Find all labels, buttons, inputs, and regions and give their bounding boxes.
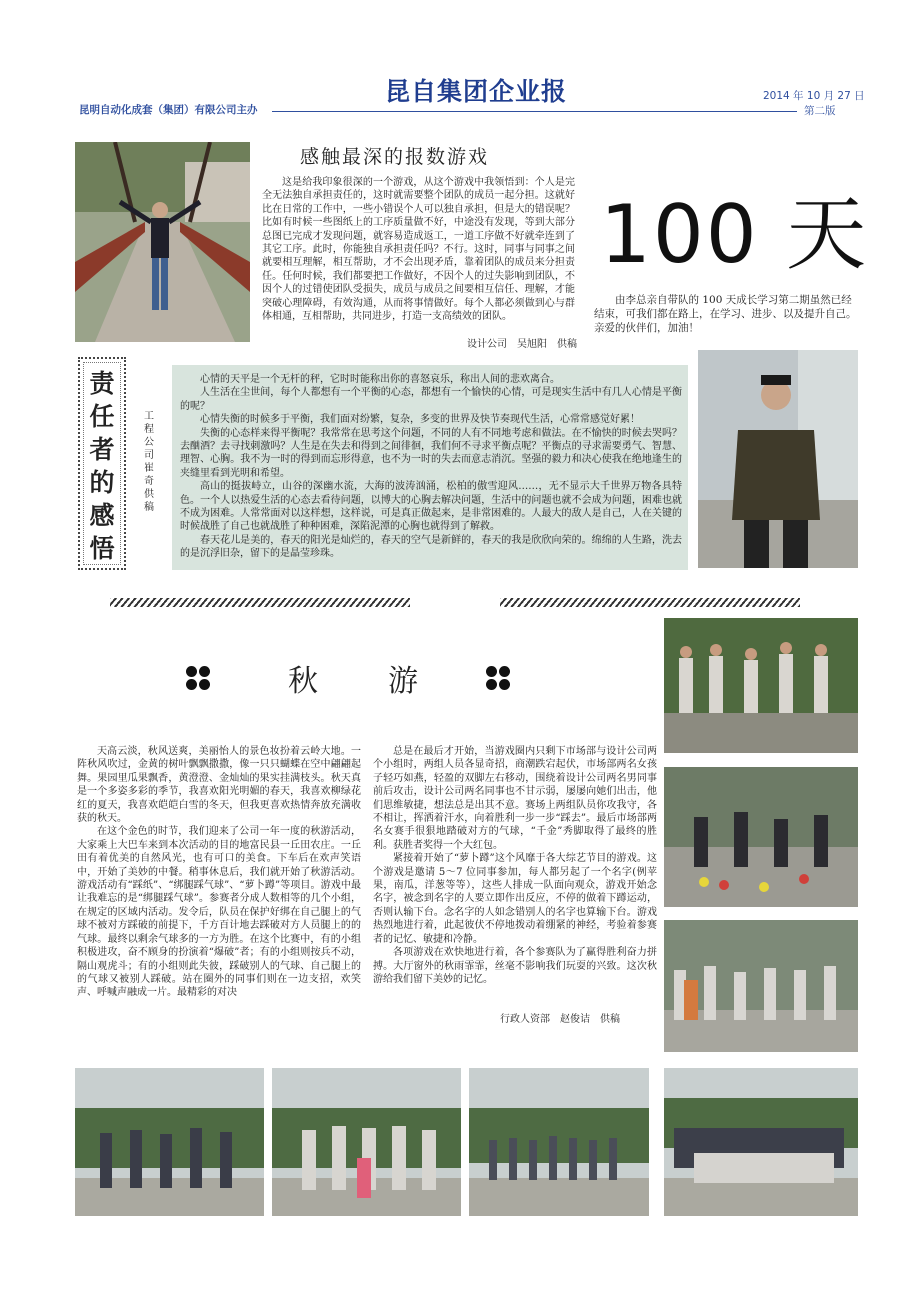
page-number: 第二版 [804, 105, 836, 117]
story3-paragraph: 天高云淡，秋风送爽，美丽怡人的景色妆扮着云岭大地。一阵秋风吹过，金黄的树叶飘飘撒撒，像一只只蝴蝶在空中翩翩起舞。果园里瓜果飘香，黄澄澄、金灿灿的果实挂满枝头。秋天真是一个多姿多彩的季节，我喜欢阳光明媚的春天，我喜欢柳绿花红的夏天，我喜欢皑皑白雪的冬天，但我更喜欢热情奔放充满收获的秋天。 [77, 746, 361, 825]
outing-photo-balloon-game [664, 767, 858, 907]
story2-paragraph: 心情失衡的时候多于平衡，我们面对纷繁，复杂，多变的世界及快节奏现代生活，心常常感觉好累！ [200, 414, 640, 426]
story2-body-box [172, 365, 688, 570]
story2-title-text: 责任者的感悟 [89, 369, 115, 563]
story3-credit: 行政人资部 赵俊诘 供稿 [500, 1014, 620, 1025]
story3-column-2 [373, 745, 657, 986]
section-divider-left [110, 598, 410, 607]
group-photo-4 [664, 1068, 858, 1216]
story2-body [180, 373, 682, 561]
story2-paragraph: 高山的挺拔峙立，山谷的深幽水流，大海的波涛汹涌，松柏的傲雪迎风……，无不显示大千世界万物各具特色。一个人以热爱生活的心态去看待问题，以博大的心胸去解决问题，生活中的问题也就不会成为问题，困难也就不成为困难。人常常面对以这样想，这样说，可是真正做起来，是非常困难的。人最大的敌人是自己，人在关键的时候战胜了自己也就战胜了种种困难，深陷泥潭的心胸也就得到了解救。 [180, 481, 682, 533]
story2-paragraph: 心情的天平是一个无杆的秤，它时时能称出你的喜怒哀乐，称出人间的悲欢离合。 [200, 374, 560, 385]
clover-ornament-left [186, 666, 210, 690]
group-photo-1 [75, 1068, 264, 1216]
story1-body: 这是给我印象很深的一个游戏，从这个游戏中我领悟到：个人是完全无法独自承担责任的，这时就需要整个团队的成员一起分担。这就好比在日常的工作中，一些小错误个人可以独自承担，但是大的错误呢？比如有时候一些图纸上的工序质量做不好，中途没有发现，等到大部分总图已完成才发现问题，就容易造成返工，一道工序做不好就牵连到了其它工序。此时，你能独自承担责任吗？不行。这时，同事与同事之间就要相互理解，相互帮助，才不会出现矛盾，靠着团队的成员来分担责任。任何时候，我们都要把工作做好，不因个人的过失影响到团队，不因个人的过错使团队受损失，成员与成员之间要相互信任、理解，才能突破心理障碍，有效沟通，从而将事情做好。每个人都必须做到心与群体相通，互相帮助，共同进步，打造一支高绩效的团队。 [262, 177, 575, 323]
story1-credit: 设计公司 吴旭阳 供稿 [467, 339, 577, 350]
group-photo-2 [272, 1068, 461, 1216]
story2-title [80, 367, 124, 565]
story3-paragraph: 各项游戏在欢快地进行着，各个参赛队为了赢得胜利奋力拼搏。大厅窗外的秋雨霏霏，丝毫不影响我们玩耍的兴致。这次秋游给我们留下美妙的记忆。 [373, 947, 657, 985]
story3-title-char1: 秋 [288, 664, 318, 699]
group-photo-3 [469, 1068, 649, 1216]
story3-title-char2: 游 [388, 664, 418, 699]
story2-title-box [78, 357, 126, 570]
bridge-photo [75, 142, 250, 342]
outing-photo-group-standing [664, 618, 858, 753]
story3-column-1 [77, 745, 361, 1000]
story2-paragraph: 人生活在尘世间，每个人都想有一个平衡的心态，都想有一个愉快的心情，可是现实生活中有几人心情是平衡的呢？ [180, 387, 682, 412]
story1-title: 感触最深的报数游戏 [300, 146, 490, 168]
story2-credit: 工程公司 崔奇 供稿 [144, 411, 164, 513]
hundred-days-note: 由李总亲自带队的 100 天成长学习第二期虽然已经结束，可我们都在路上，在学习、进步、以及提升自己。亲爱的伙伴们，加油！ [594, 294, 857, 334]
section-divider-right [500, 598, 800, 607]
portrait-photo [698, 350, 858, 568]
hundred-days-headline: 100 天 [600, 188, 869, 281]
issue-date: 2014 年 10 月 27 日 [763, 90, 865, 102]
story3-paragraph: 紧接着开始了“萝卜蹲”这个风靡于各大综艺节目的游戏。这个游戏是邀请 5～7 位同事参加，每人都另起了一个名字(例苹果，南瓜，洋葱等等），这些人排成一队面向观众，游戏开始念名字，被念到名字的人要立即作出反应，不停的做着下蹲运动，否则认输下台。念名字的人如念错别人的名字也算输下台。游戏热烈地进行着，此起彼伏不停地拨动着绷紧的神经，考验着参赛者的记忆、敏捷和冷静。 [373, 853, 657, 945]
story2-paragraph: 春天花儿是美的，春天的阳光是灿烂的，春天的空气是新鲜的，春天的我是欣欣向荣的。绵绵的人生路，洗去的是沉浮旧杂，留下的是晶莹珍珠。 [180, 534, 682, 560]
newspaper-title: 昆自集团企业报 [385, 77, 568, 106]
story3-paragraph: 在这个金色的时节，我们迎来了公司一年一度的秋游活动，大家乘上大巴车来到本次活动的目的地富民县一丘田农庄。一丘田有着优美的自然风光，也有可口的美食。下车后在欢声笑语中，开始了美妙的中餐。稍事休息后，我们就开始了秋游活动。游戏活动有“踩纸”、“绑腿踩气球”、“萝卜蹲”等项目。游戏中最让我难忘的是“绑腿踩气球”。参赛者分成人数相等的几个小组，在规定的区域内活动。发令后，队员在保护好绑在自己腿上的气球不被对方踩破的前提下，千方百计地去踩破对方人员腿上的的气球。最终以剩余气球多的一方为胜。在这个比赛中，有的小组积极进攻，奋不顾身的扮演着“爆破”者；有的小组则按兵不动，隔山观虎斗；有的小组则此失彼，踩破别人的气球、自己腿上的的气球又被别人踩破。站在圈外的同事们则在一边支招，欢笑声、呼喊声融成一片。最精彩的对决 [77, 826, 361, 999]
header-rule [272, 111, 797, 112]
outing-photo-crowd [664, 920, 858, 1052]
publisher-line: 昆明自动化成套（集团）有限公司主办 [79, 104, 258, 116]
story2-paragraph: 失衡的心态样来得平衡呢？我常常在思考这个问题，不同的人有不同地考虑和做法。在不愉快的时候去哭吗？去酗酒？去寻找刺激吗？人生是在失去和得到之间徘徊，我们何不寻求平衡点呢？平衡点的寻求需要勇气、智慧、理智、心胸。我不为一时的得到而忘形得意，也不为一时的失去而意志消沉。坚强的毅力和决心使我在绝地逢生的夹缝里看到光明和希望。 [180, 427, 682, 479]
clover-ornament-right [486, 666, 510, 690]
story3-paragraph: 总是在最后才开始，当游戏圈内只剩下市场部与设计公司两个小组时，两组人员各显奇招，商潮跌宕起伏，市场部两名女孩子轻巧如燕，轻盈的双脚左右移动，围绕着设计公司两名男同事前后攻击，设计公司两名同事也不甘示弱，屡屡向她们出击，他们思维敏捷，想法总是出其不意。赛场上两组队员你攻我守，各不相让，挥洒着汗水，向着胜利一步一步“踩去”。最后市场部两名女赛手很狠地踏破对方的气球，“千金”秀脚取得了最终的胜利。获胜者奖得一个大红包。 [373, 746, 657, 851]
